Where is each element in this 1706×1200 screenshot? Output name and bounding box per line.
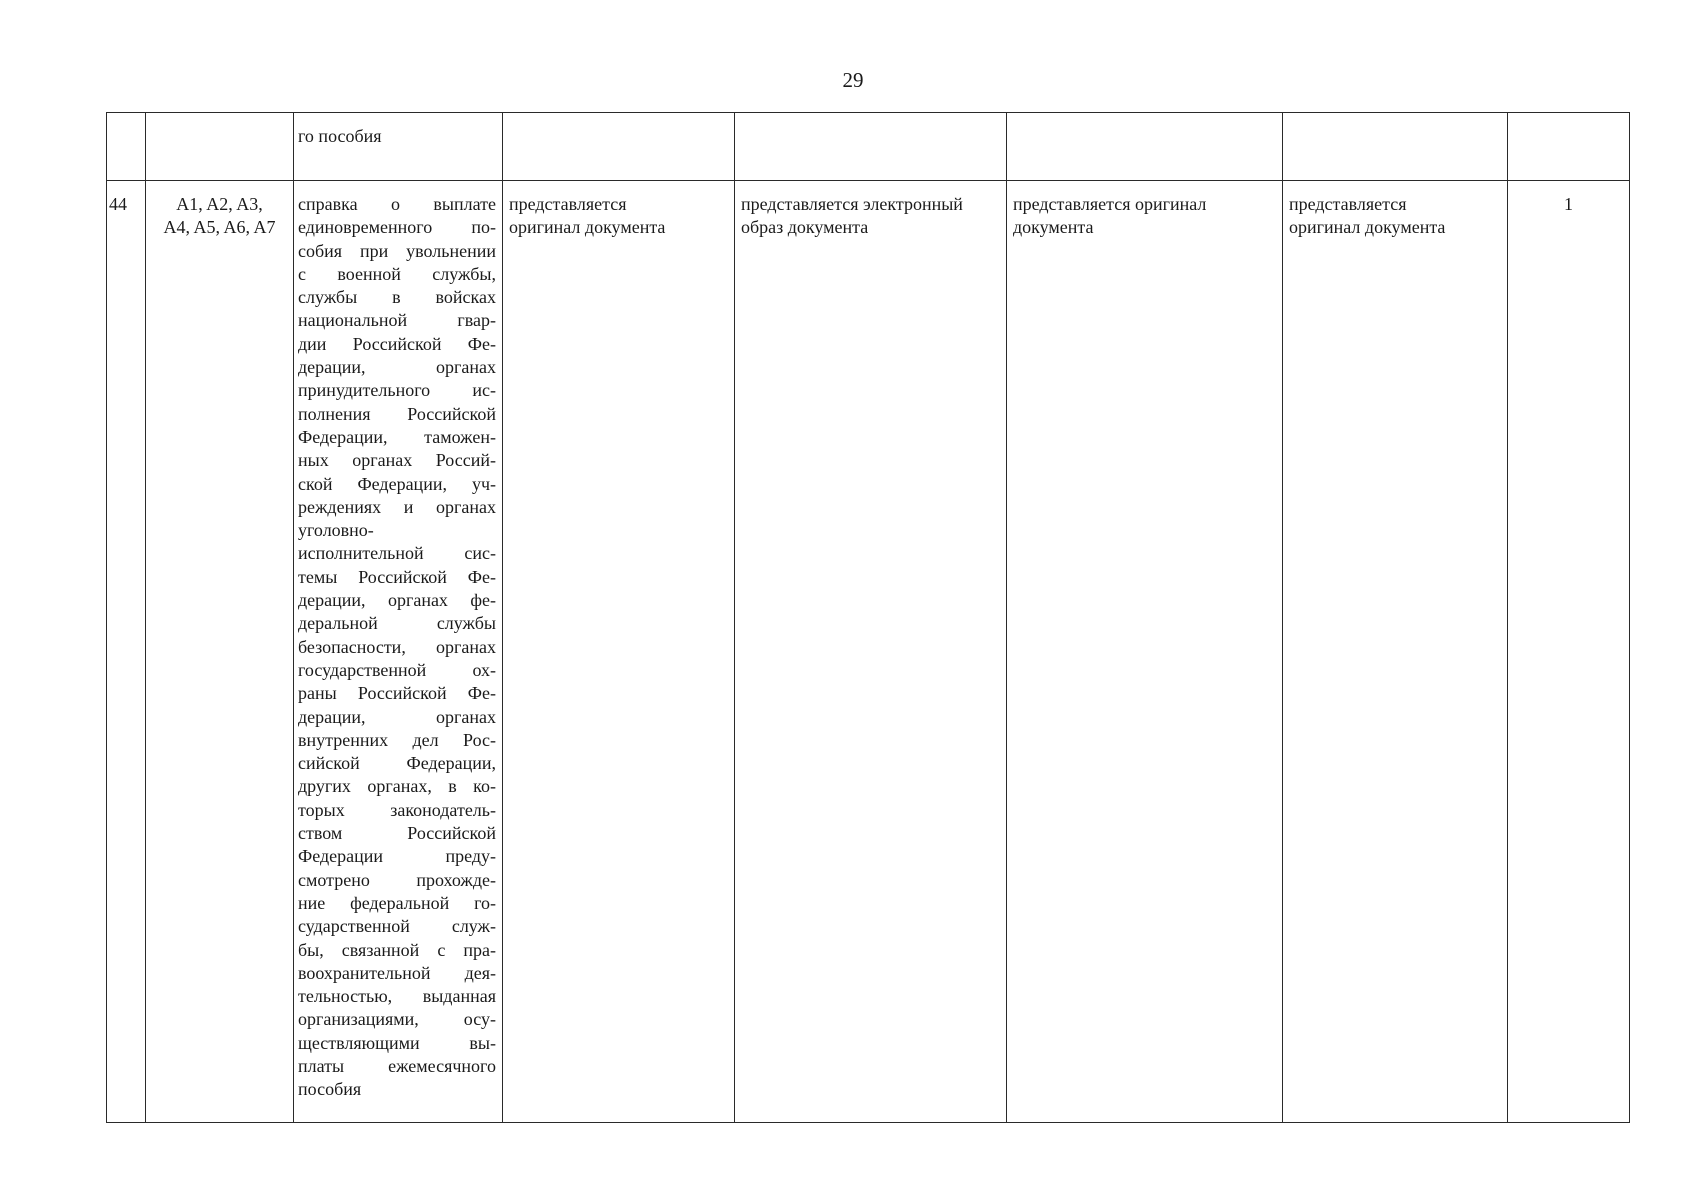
- categories-line: A1, A2, A3,: [176, 194, 263, 214]
- document-line: пособия: [298, 1079, 362, 1100]
- cont-cell-col4: [503, 113, 735, 181]
- document-line: исполнительной сис-: [298, 543, 496, 564]
- document-line: смотрено прохожде-: [298, 869, 496, 890]
- document-tail-text: го пособия: [298, 126, 382, 146]
- quantity-value: 1: [1564, 194, 1573, 214]
- document-line: сударственной служ-: [298, 916, 496, 937]
- document-line: платы ежемесячного: [298, 1055, 496, 1076]
- document-line: сийской Федерации,: [298, 753, 496, 774]
- document-line: полнения Российской: [298, 403, 496, 424]
- document-line: ных органах Россий-: [298, 450, 496, 471]
- col5-line: образ документа: [741, 217, 869, 238]
- document-line: Федерации, таможен-: [298, 426, 496, 447]
- document-table: [106, 112, 1630, 1123]
- col4-cell: [503, 181, 735, 1123]
- cont-cell-col5: [735, 113, 1007, 181]
- document-line: ством Российской: [298, 823, 496, 844]
- document-line: службы в войсках: [298, 287, 496, 308]
- categories-line: A4, A5, A6, A7: [163, 217, 276, 238]
- categories-cell: [146, 181, 294, 1123]
- document-description-cell: [294, 181, 503, 1123]
- document-line: темы Российской Фе-: [298, 566, 496, 587]
- document-line: бы, связанной с пра-: [298, 939, 496, 960]
- cont-cell-number: [107, 113, 146, 181]
- cont-cell-quantity: [1508, 113, 1630, 181]
- document-line: национальной гвар-: [298, 310, 496, 331]
- cont-cell-col7: [1283, 113, 1508, 181]
- document-line: реждениях и органах: [298, 496, 496, 517]
- row-number-cell: [107, 181, 146, 1123]
- cont-cell-col6: [1007, 113, 1283, 181]
- document-line: ществляющими вы-: [298, 1032, 496, 1053]
- document-line: государственной ох-: [298, 659, 496, 680]
- col7-cell: [1283, 181, 1508, 1123]
- row-number: 44: [109, 194, 127, 214]
- document-line: уголовно-: [298, 520, 374, 541]
- document-line: дерации, органах: [298, 706, 496, 727]
- col6-line: документа: [1013, 217, 1094, 238]
- document-line: справка о выплате: [298, 194, 496, 214]
- document-line: ской Федерации, уч-: [298, 473, 496, 494]
- document-line: собия при увольнении: [298, 240, 496, 261]
- document-line: торых законодатель-: [298, 799, 496, 820]
- continuation-row: [107, 113, 1630, 181]
- document-line: деральной службы: [298, 613, 496, 634]
- quantity-cell: [1508, 181, 1630, 1123]
- document-line: воохранительной дея-: [298, 962, 496, 983]
- table-row-44: [107, 181, 1630, 1123]
- document-line: Федерации преду-: [298, 846, 496, 867]
- col6-line: представляется оригинал: [1013, 194, 1207, 214]
- document-line: с военной службы,: [298, 263, 496, 284]
- col5-cell: [735, 181, 1007, 1123]
- document-line: дерации, органах: [298, 357, 496, 378]
- document-line: раны Российской Фе-: [298, 683, 496, 704]
- document-line: безопасности, органах: [298, 636, 496, 657]
- document-line: внутренних дел Рос-: [298, 729, 496, 750]
- col4-line: оригинал документа: [509, 217, 666, 238]
- col6-cell: [1007, 181, 1283, 1123]
- document-line: дии Российской Фе-: [298, 333, 496, 354]
- page-number: 29: [842, 68, 864, 92]
- document-line: тельностью, выданная: [298, 986, 496, 1007]
- document-line: других органах, в ко-: [298, 776, 496, 797]
- col7-line: представляется: [1289, 194, 1407, 214]
- document-line: дерации, органах фе-: [298, 590, 496, 611]
- document-line: организациями, осу-: [298, 1009, 496, 1030]
- cont-cell-categories: [146, 113, 294, 181]
- cont-cell-document: [294, 113, 503, 181]
- document-line: принудительного ис-: [298, 380, 496, 401]
- document-line: единовременного по-: [298, 217, 496, 238]
- col5-line: представляется электронный: [741, 194, 963, 214]
- col4-line: представляется: [509, 194, 627, 214]
- document-line: ние федеральной го-: [298, 892, 496, 913]
- col7-line: оригинал документа: [1289, 217, 1446, 238]
